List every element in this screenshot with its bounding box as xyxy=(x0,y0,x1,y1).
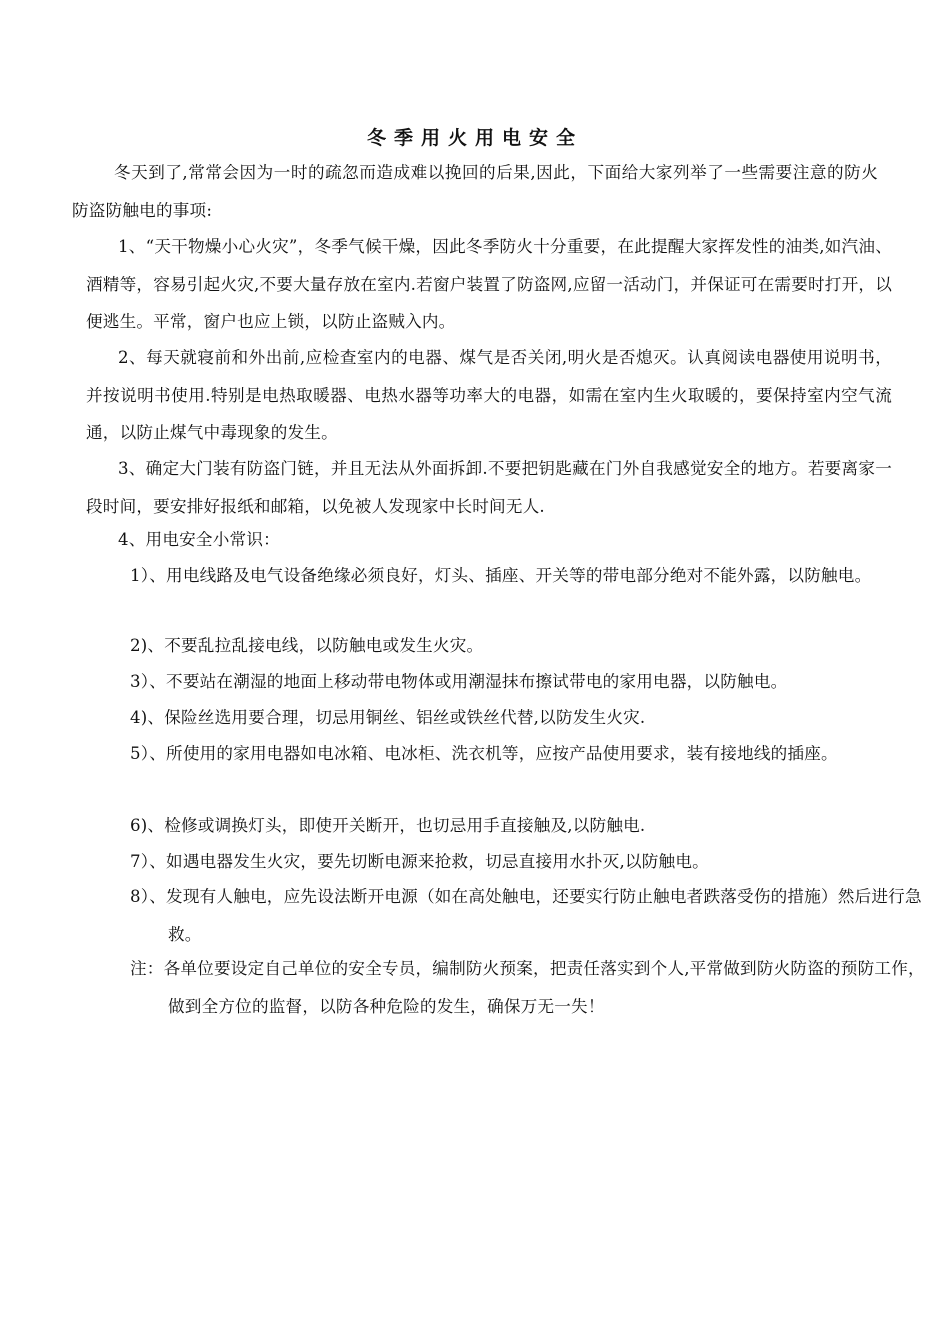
sub-item-3: 3）、不要站在潮湿的地面上移动带电物体或用潮湿抹布擦试带电的家用电器，以防触电。 xyxy=(130,672,788,691)
document-title: 冬季用火用电安全 xyxy=(366,126,583,149)
item-1-paragraph: 1、“天干物燥小心火灾”，冬季气候干燥，因此冬季防火十分重要，在此提醒大家挥发性的油类,如汽油、酒精等，容易引起火灾,不要大量存放在室内.若窗户装置了防盗网,应留一活动门，并保证可在需要时打开，以便逃生。平常，窗户也应上锁，以防止盗贼入内。 xyxy=(86,237,892,331)
sub-item-4: 4)、保险丝选用要合理，切忌用铜丝、铝丝或铁丝代替,以防发生火灾. xyxy=(130,708,646,727)
sub-item-1: 1）、用电线路及电气设备绝缘必须良好，灯头、插座、开关等的带电部分绝对不能外露，以防触电。 xyxy=(130,566,872,585)
item-2-paragraph: 2、每天就寝前和外出前,应检查室内的电器、煤气是否关闭,明火是否熄灭。认真阅读电器使用说明书，并按说明书使用.特别是电热取暖器、电热水器等功率大的电器，如需在室内生火取暖的，要保持室内空气流通，以防止煤气中毒现象的发生。 xyxy=(86,348,892,442)
sub-item-6: 6)、检修或调换灯头，即使开关断开，也切忌用手直接触及,以防触电. xyxy=(130,816,646,835)
sub-item-5: 5）、所使用的家用电器如电冰箱、电冰柜、洗衣机等，应按产品使用要求，装有接地线的插座。 xyxy=(130,744,838,763)
sub-item-2: 2)、不要乱拉乱接电线，以防触电或发生火灾。 xyxy=(130,636,484,655)
sub-item-7: 7）、如遇电器发生火灾，要先切断电源来抢救，切忌直接用水扑灭,以防触电。 xyxy=(130,852,709,871)
sub-item-8: 8）、发现有人触电，应先设法断开电源（如在高处触电，还要实行防止触电者跌落受伤的措施）然后进行急救。 xyxy=(130,887,922,944)
item-4-heading: 4、用电安全小常识： xyxy=(118,530,280,549)
intro-paragraph: 冬天到了,常常会因为一时的疏忽而造成难以挽回的后果,因此，下面给大家列举了一些需要注意的防火防盗防触电的事项: xyxy=(72,163,878,220)
note-paragraph: 注：各单位要设定自己单位的安全专员，编制防火预案，把责任落实到个人,平常做到防火防盗的预防工作，做到全方位的监督，以防各种危险的发生，确保万无一失！ xyxy=(130,959,925,1016)
item-3-paragraph: 3、确定大门装有防盗门链，并且无法从外面拆卸.不要把钥匙藏在门外自我感觉安全的地方。若要离家一段时间，要安排好报纸和邮箱，以免被人发现家中长时间无人. xyxy=(86,459,892,516)
